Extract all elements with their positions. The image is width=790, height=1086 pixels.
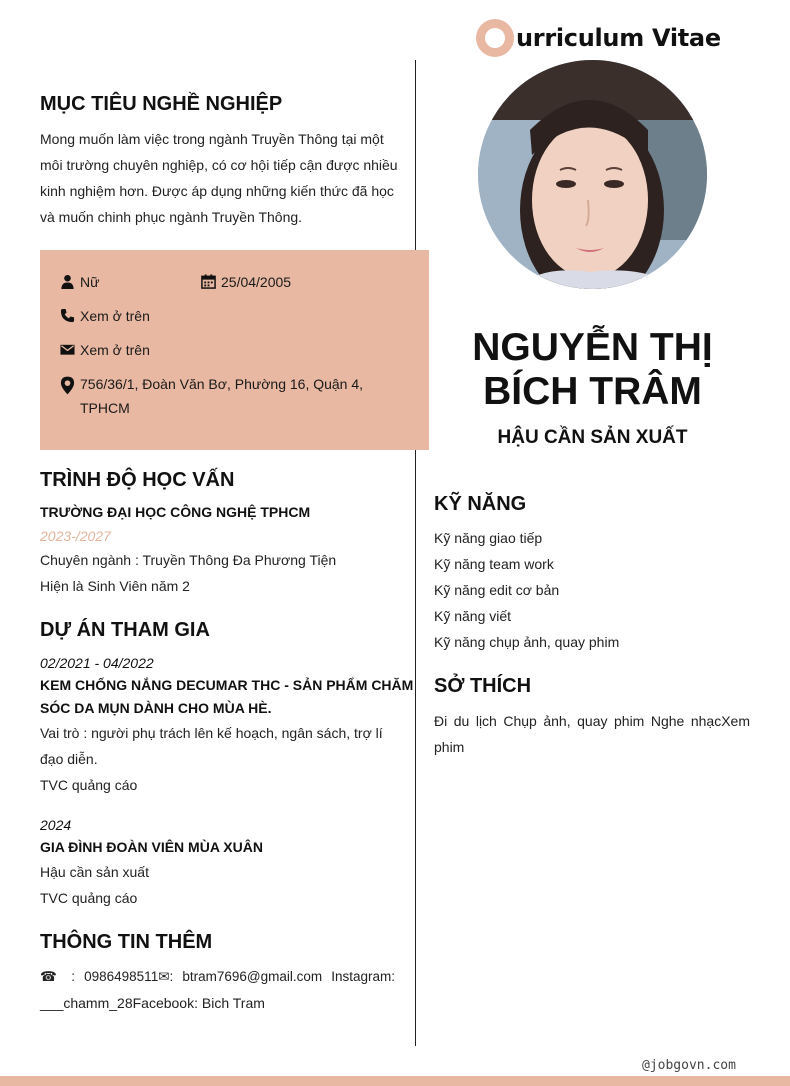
address-line: TPHCM [80, 400, 130, 416]
skill-item: Kỹ năng viết [434, 608, 512, 624]
hobbies-text [434, 708, 750, 760]
phone-icon [60, 308, 75, 323]
hobbies-heading: SỞ THÍCH [434, 675, 532, 697]
location-pin-icon [60, 376, 75, 395]
project-date: 2024 [40, 817, 72, 833]
extra-info-text [40, 964, 395, 1016]
gender-value: Nữ [80, 274, 100, 290]
skill-item: Kỹ năng edit cơ bản [434, 582, 560, 598]
email-item [60, 338, 150, 362]
project-role: Vai trò : người phụ trách lên kế hoạch, ngân sách, trợ lí [40, 725, 383, 741]
project-type: TVC quảng cáo [40, 890, 138, 906]
extra-info-line: ___chamm_28Facebook: Bich Tram [40, 995, 265, 1011]
name-line-1: NGUYỄN THỊ [472, 326, 713, 369]
skills-heading: KỸ NĂNG [434, 493, 527, 515]
email-value: Xem ở trên [80, 342, 150, 358]
calendar-icon [201, 274, 216, 289]
extra-info-line: ☎ : 0986498511✉: btram7696@gmail.com Instagram: [40, 969, 395, 984]
school-name: TRƯỜNG ĐẠI HỌC CÔNG NGHỆ TPHCM [40, 504, 311, 520]
education-major: Chuyên ngành : Truyền Thông Đa Phương Tiện [40, 552, 337, 568]
gender-item [60, 270, 99, 294]
project-title: GIA ĐÌNH ĐOÀN VIÊN MÙA XUÂN [40, 839, 263, 855]
hobbies-line: Đi du lịch Chụp ảnh, quay phim Nghe nhạcXem [434, 713, 750, 729]
mail-icon [60, 342, 75, 357]
job-title: HẬU CẦN SẢN XUẤT [497, 427, 688, 448]
skill-item: Kỹ năng team work [434, 556, 554, 572]
objective-line: Mong muốn làm việc trong ngành Truyền Thông tại một [40, 131, 384, 147]
address-value [80, 372, 363, 420]
phone-item [60, 304, 150, 328]
phone-value: Xem ở trên [80, 308, 150, 324]
objective-line: và muốn chinh phục ngành Truyền Thông. [40, 209, 303, 225]
objective-text [40, 126, 400, 230]
candidate-name [455, 326, 730, 414]
logo-text: urriculum Vitae [516, 24, 721, 52]
logo-c-circle [476, 19, 514, 57]
education-heading: TRÌNH ĐỘ HỌC VẤN [40, 469, 235, 491]
skill-item: Kỹ năng giao tiếp [434, 530, 543, 546]
dob-item [201, 270, 291, 294]
projects-heading: DỰ ÁN THAM GIA [40, 619, 210, 641]
project-date: 02/2021 - 04/2022 [40, 655, 154, 671]
watermark: @jobgovn.com [642, 1058, 736, 1073]
extra-info-heading: THÔNG TIN THÊM [40, 931, 213, 953]
education-years: 2023-/2027 [40, 528, 111, 544]
project-role: đạo diễn. [40, 751, 98, 767]
person-icon [60, 274, 75, 289]
profile-photo [478, 60, 707, 289]
project-title: SÓC DA MỤN DÀNH CHO MÙA HÈ. [40, 700, 272, 716]
project-title: KEM CHỐNG NẮNG DECUMAR THC - SẢN PHẨM CHĂM [40, 677, 414, 693]
objective-line: kinh nghiệm hơn. Được áp dụng những kiến thức đã học [40, 183, 394, 199]
personal-info-box [40, 250, 429, 450]
dob-value: 25/04/2005 [221, 274, 292, 290]
column-divider [415, 60, 416, 1046]
cv-logo [476, 18, 721, 58]
project-type: TVC quảng cáo [40, 777, 138, 793]
skill-item: Kỹ năng chụp ảnh, quay phim [434, 634, 620, 650]
objective-line: môi trường chuyên nghiệp, có cơ hội tiếp cận được nhiều [40, 157, 398, 173]
address-item [60, 372, 400, 420]
objective-heading: MỤC TIÊU NGHỀ NGHIỆP [40, 93, 283, 115]
project-role: Hậu cần sản xuất [40, 864, 149, 880]
bottom-accent-bar [0, 1076, 790, 1086]
address-line: 756/36/1, Đoàn Văn Bơ, Phường 16, Quận 4, [80, 376, 364, 392]
hobbies-line: phim [434, 739, 465, 755]
name-line-2: BÍCH TRÂM [483, 370, 702, 413]
education-status: Hiện là Sinh Viên năm 2 [40, 578, 190, 594]
